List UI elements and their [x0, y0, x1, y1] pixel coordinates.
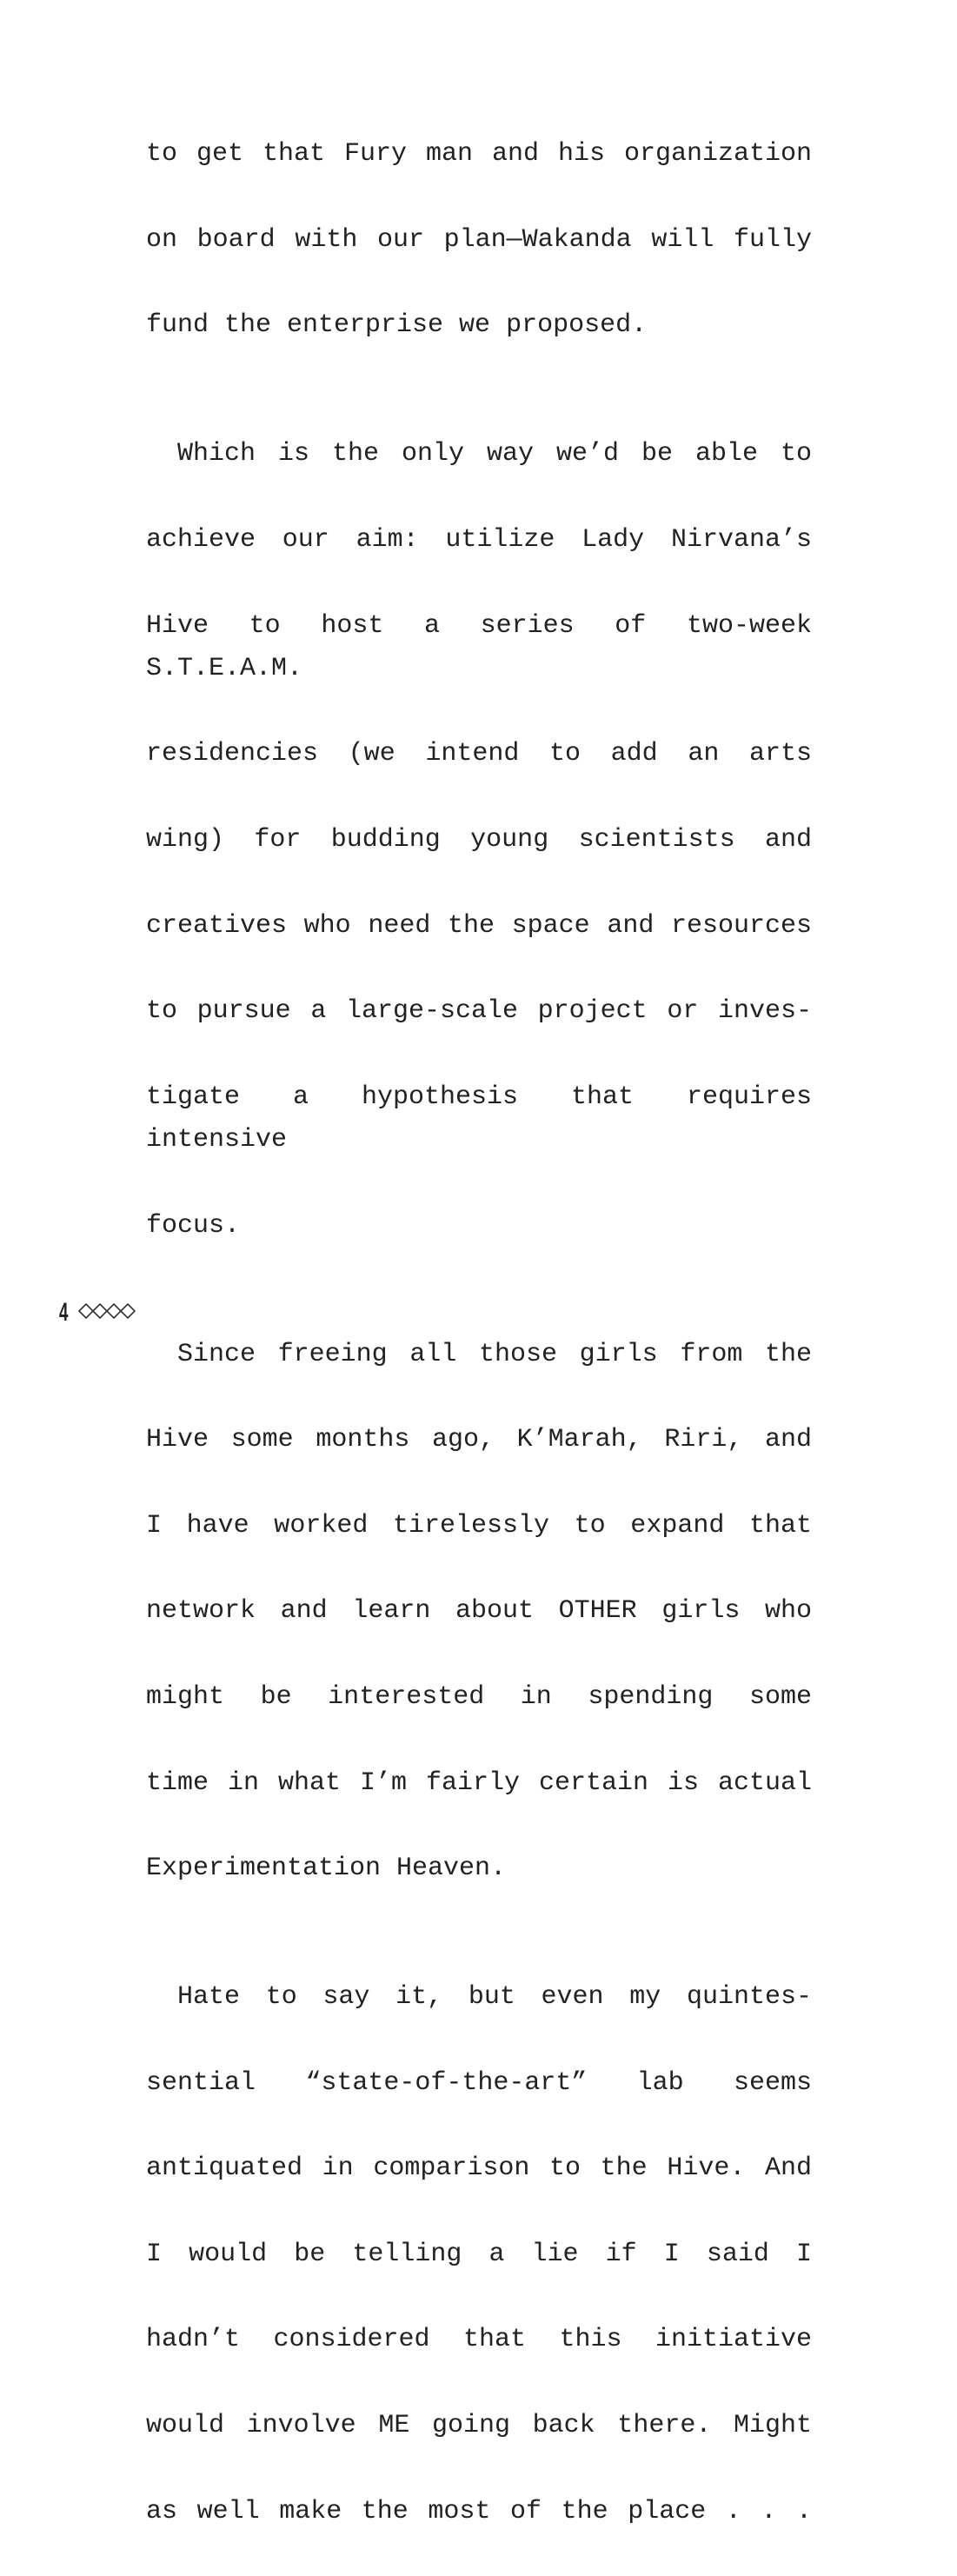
page-footer — [59, 1298, 136, 1328]
text-line: might be interested in spending some — [146, 1681, 812, 1712]
text-line: network and learn about OTHER girls who — [146, 1596, 812, 1627]
body-text — [146, 90, 812, 2576]
text-line: Hate to say it, but even my quintes- — [177, 1982, 812, 2013]
text-line: I have worked tirelessly to expand that — [146, 1510, 812, 1541]
text-line: wing) for budding young scientists and — [146, 825, 812, 855]
text-line: Experimentation Heaven. — [146, 1854, 507, 1884]
text-line: creatives who need the space and resources — [146, 910, 812, 941]
page-number: 4 — [59, 1298, 69, 1327]
text-line: I would be telling a lie if I said I — [146, 2239, 812, 2269]
text-line: would involve ME going back there. Might — [146, 2411, 812, 2441]
text-line: Since freeing all those girls from the — [177, 1339, 812, 1369]
text-line: tigate a hypothesis that requires intensive — [146, 1082, 812, 1155]
paragraph-4 — [146, 1934, 812, 2576]
paragraph-3 — [146, 1290, 812, 1933]
text-line: Hive to host a series of two-week S.T.E.A.M. — [146, 610, 812, 683]
paragraph-1 — [146, 90, 812, 390]
text-line: antiquated in comparison to the Hive. And — [146, 2153, 812, 2184]
text-line: to get that Fury man and his organization — [146, 139, 812, 170]
text-line: sential “state-of-the-art” lab seems — [146, 2067, 812, 2098]
text-line: to pursue a large-scale project or inves- — [146, 996, 812, 1027]
text-line: residencies (we intend to add an arts — [146, 739, 812, 769]
paragraph-2 — [146, 390, 812, 1290]
text-line: as well make the most of the place . . . — [146, 2496, 812, 2526]
text-line: Which is the only way we’d be able to — [177, 439, 812, 469]
text-line: Hive some months ago, K’Marah, Riri, and — [146, 1425, 812, 1455]
text-line: fund the enterprise we proposed. — [146, 310, 648, 341]
text-line: focus. — [146, 1210, 241, 1241]
text-line: achieve our aim: utilize Lady Nirvana’s — [146, 524, 812, 555]
diamond-ornament-icon — [78, 1303, 136, 1323]
text-line: time in what I’m fairly certain is actual — [146, 1767, 812, 1798]
text-line: on board with our plan—Wakanda will fully — [146, 224, 812, 255]
text-line: hadn’t considered that this initiative — [146, 2325, 812, 2355]
